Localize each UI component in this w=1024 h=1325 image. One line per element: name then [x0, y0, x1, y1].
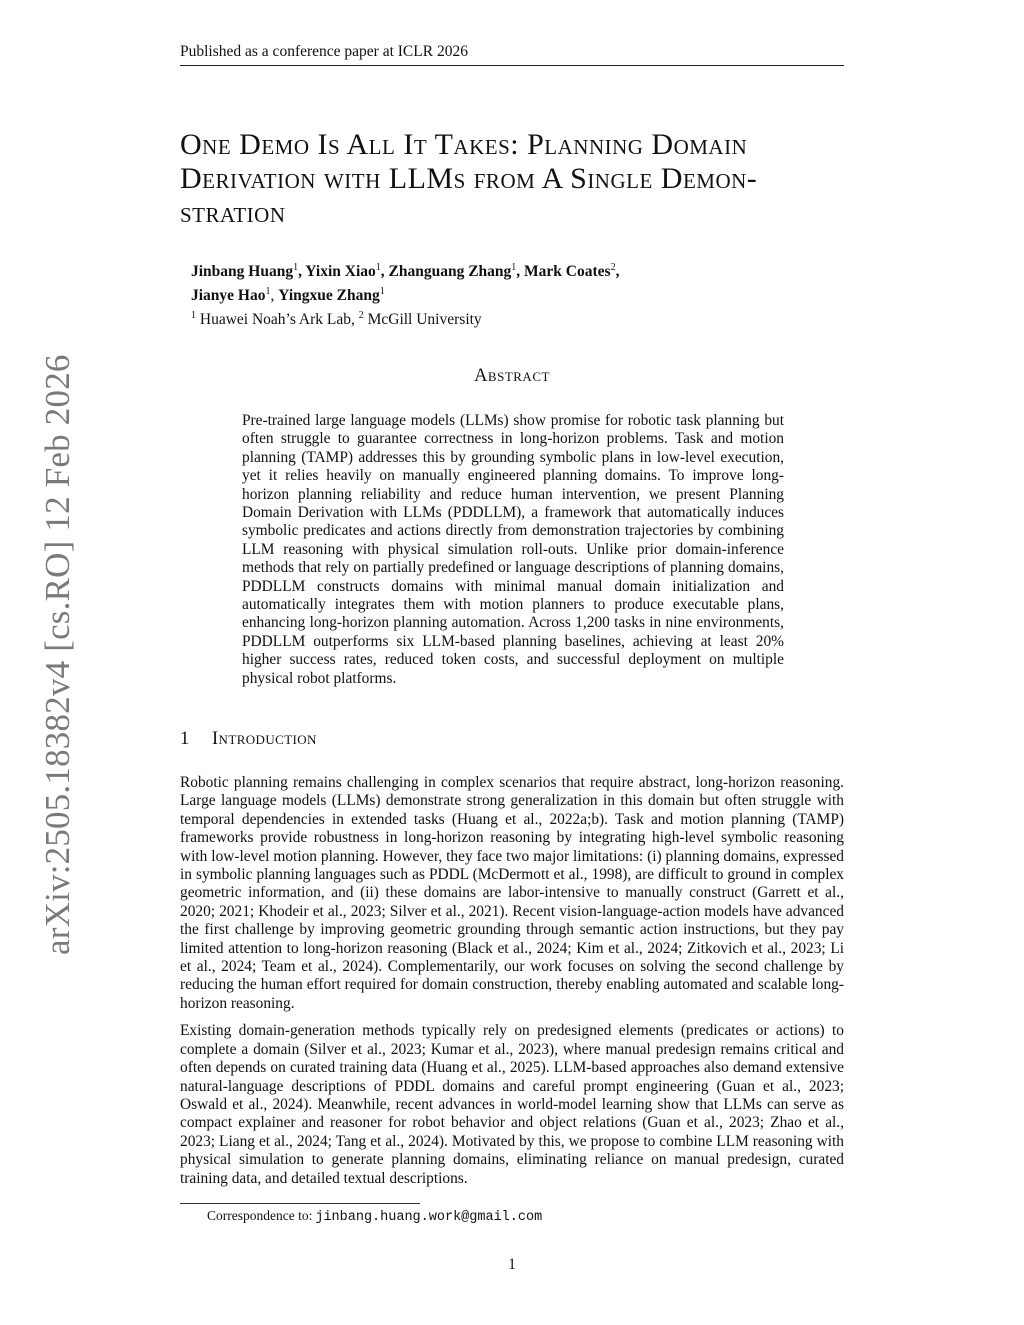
author-name: Zhanguang Zhang [388, 263, 512, 281]
author-name: Jianye Hao [191, 287, 266, 305]
paragraph: Robotic planning remains challenging in complex scenarios that require abstract, long-horizon reasoning. Large language models (LLMs) demonstrate strong generalization in this domain but often struggle with temporal dependencies in extended tasks (Huang et al., 2022a;b). Task and motion planning (TAMP) frameworks provide robustness in long-horizon reasoning by integrating high-level symbolic reasoning with low-level motion planning. However, they face two major limitations: (i) planning domains, expressed in symbolic planning languages such as PDDL (McDermott et al., 1998), are difficult to ground in complex geometric information, and (ii) these domains are labor-intensive to manually construct (Garrett et al., 2020; 2021; Khodeir et al., 2023; Silver et al., 2021). Recent vision-language-action models have advanced the first challenge by improving geometric grounding through semantic action instructions, but they pay limited attention to long-horizon reasoning (Black et al., 2024; Kim et al., 2024; Zitkovich et al., 2023; Li et al., 2024; Team et al., 2024). Complementarily, our work focuses on solving the second challenge by reducing the human effort required for domain construction, thereby enabling automated and scalable long-horizon reasoning. [180, 774, 844, 1012]
section-number: 1 [180, 729, 190, 749]
author-affiliation-mark: 1 [293, 262, 299, 273]
abstract-text: Pre-trained large language models (LLMs) show promise for robotic task planning but often struggle to guarantee correctness in long-horizon problems. Task and motion planning (TAMP) addresses this by grounding symbolic plans in low-level execution, yet it relies heavily on manually engineered planning domains. To improve long-horizon planning reliability and reduce human intervention, we present Planning Domain Derivation with LLMs (PDDLLM), a framework that automatically induces symbolic predicates and actions directly from demonstration trajectories by combining LLM reasoning with physical simulation roll-outs. Unlike prior domain-inference methods that rely on partially predefined or language descriptions of planning domains, PDDLLM constructs domains with minimal manual domain initialization and automatically integrates them with motion planners to produce executable plans, enhancing long-horizon planning automation. Across 1,200 tasks in nine environments, PDDLLM outperforms six LLM-based planning baselines, achieving at least 20% higher success rates, reduced token costs, and successful deployment on multiple physical robot platforms. [242, 412, 784, 687]
author-line-1: Jinbang Huang$^1$, Yixin Xiao$^1$, Zhanguang Zhang$^1$, Mark Coates$^2$, [191, 262, 620, 281]
affiliation-mark: 2 [358, 310, 364, 322]
title-line-2: Derivation with LLMs from A Single Demon- [180, 162, 758, 195]
author-name: Yingxue Zhang [278, 287, 380, 305]
correspondence-email[interactable]: jinbang.huang.work@gmail.com [315, 1210, 543, 1225]
title-line-3: stration [180, 196, 286, 229]
author-affiliation-mark: 1 [511, 262, 517, 273]
section-title: Introduction [212, 729, 317, 749]
author-affiliation-mark: 1 [379, 286, 385, 298]
affiliations [191, 306, 619, 330]
paragraph: Existing domain-generation methods typically rely on predesigned elements (predicates or actions) to complete a domain (Silver et al., 2023; Kumar et al., 2023), where manual predesign remains critical and often depends on curated training data (Huang et al., 2025). LLM-based approaches also demand extensive natural-language descriptions of PDDL domains and careful prompt engineering (Guan et al., 2023; Oswald et al., 2024). Meanwhile, recent advances in world-model learning show that LLMs can serve as compact explainer and reasoner for robot behavior and object relations (Guan et al., 2023; Zhao et al., 2023; Liang et al., 2024; Tang et al., 2024). Motivated by this, we propose to combine LLM reasoning with physical simulation to generate planning domains, eliminating reliance on manual predesign, curated training data, and detailed textual descriptions. [180, 1022, 844, 1187]
affiliation-mark: 1 [191, 310, 196, 322]
author-affiliation-mark: 1 [375, 262, 381, 273]
abstract-heading: Abstract [474, 366, 550, 386]
author-name: Yixin Xiao [305, 263, 376, 281]
author-line-2: Jianye Hao$^1$, Yingxue Zhang$^1$ [191, 286, 385, 305]
header-rule [180, 65, 844, 66]
page-number: 1 [508, 1256, 516, 1273]
section-heading-introduction [180, 729, 317, 750]
paper-title [180, 128, 860, 230]
footnote-rule [180, 1203, 420, 1204]
author-name: Mark Coates [524, 263, 611, 281]
affiliation-name: McGill University [367, 311, 482, 329]
introduction-body [180, 774, 844, 1197]
footnote [207, 1208, 542, 1225]
title-line-1: One Demo Is All It Takes: Planning Domain [180, 128, 748, 161]
author-name: Jinbang Huang [191, 263, 294, 281]
author-block [191, 258, 619, 330]
affiliation-name: Huawei Noah’s Ark Lab, [199, 311, 355, 329]
footnote-label: Correspondence to: [207, 1208, 313, 1223]
author-affiliation-mark: 1 [265, 286, 271, 298]
arxiv-sidebar-stamp: arXiv:2505.18382v4 [cs.RO] 12 Feb 2026 [38, 354, 77, 955]
author-affiliation-mark: 2 [610, 262, 616, 273]
running-header: Published as a conference paper at ICLR 2026 [180, 43, 468, 60]
